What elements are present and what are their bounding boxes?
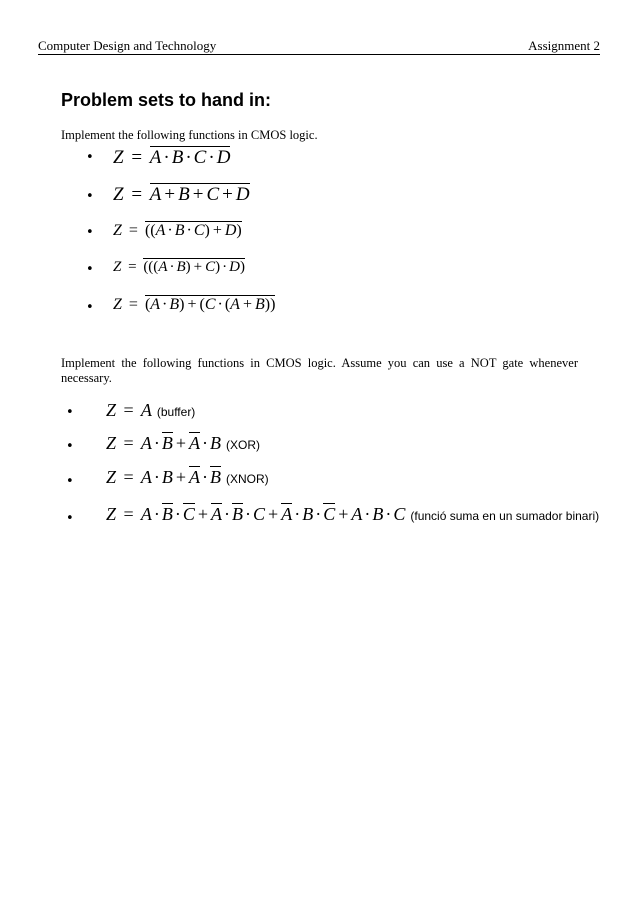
bullet-icon: • [66, 511, 74, 526]
bullet-icon: • [86, 150, 94, 165]
bullet-icon: • [86, 262, 94, 277]
intro-text-part1: Implement the following functions in CMOS logic. [61, 128, 318, 142]
equation-xnor: Z = A · B + A · B (XNOR) [106, 467, 269, 487]
equation-buffer: Z = A (buffer) [106, 400, 196, 420]
section-title: Problem sets to hand in: [61, 90, 272, 110]
header-course-title: Computer Design and Technology [38, 38, 217, 53]
bullet-icon: • [66, 439, 74, 454]
bullet-icon: • [86, 189, 94, 204]
equation-note-xnor: (XNOR) [226, 472, 269, 486]
equation-sum: Z = A · B · C + A · B · C + A · B · C + A · B · C (funció suma en un sumador binari) [106, 504, 600, 524]
equation-1: Z = A · B · C · D [113, 147, 231, 168]
bullet-icon: • [66, 405, 74, 420]
header-assignment-label: Assignment 2 [528, 38, 600, 53]
equation-4: Z = (((A · B) + C) · D) [113, 259, 245, 275]
intro-text-part2: Implement the following functions in CMOS logic. Assume you can use a NOT gate whenever necessary. [61, 356, 578, 385]
equation-2: Z = A + B + C + D [113, 184, 250, 205]
bullet-icon: • [86, 300, 94, 315]
bullet-icon: • [66, 474, 74, 489]
bullet-icon: • [86, 225, 94, 240]
equation-note-sum: (funció suma en un sumador binari) [410, 509, 600, 523]
page-header [38, 38, 600, 55]
equation-3: Z = ((A · B · C) + D) [113, 222, 242, 239]
equation-5: Z = (A · B) + (C · (A + B)) [113, 296, 276, 313]
equation-xor: Z = A · B + A · B (XOR) [106, 433, 260, 453]
equation-note-buffer: (buffer) [156, 405, 196, 419]
equation-note-xor: (XOR) [226, 438, 260, 452]
